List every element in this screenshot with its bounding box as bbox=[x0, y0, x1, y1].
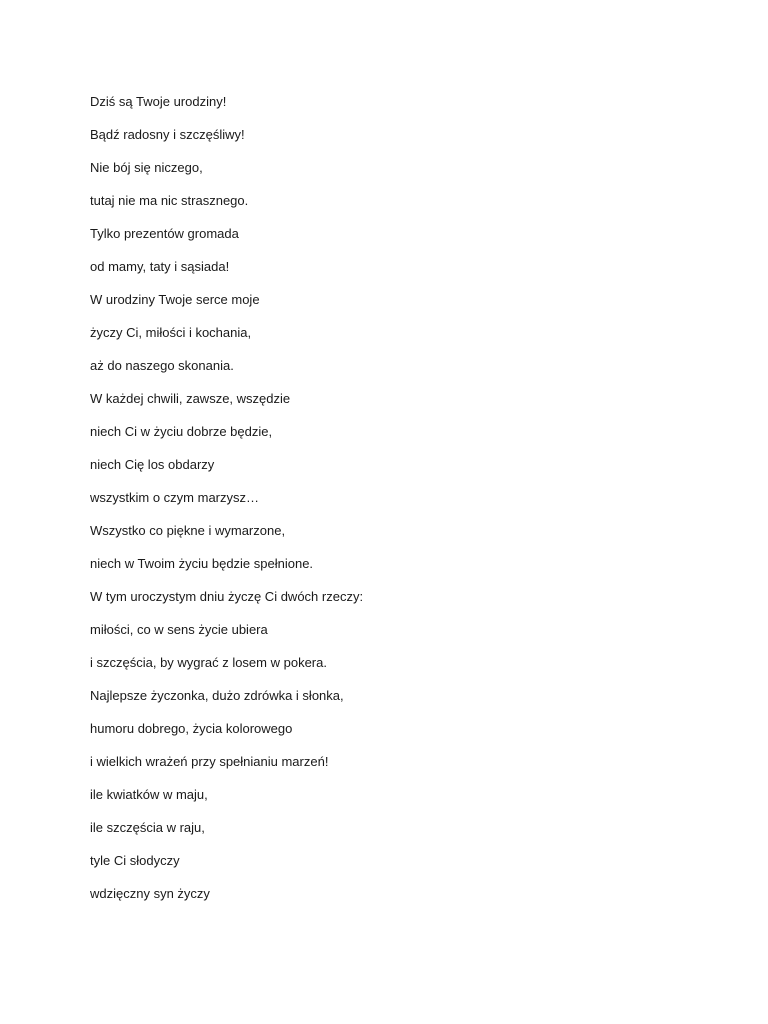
poem-line: Dziś są Twoje urodziny! bbox=[90, 94, 227, 109]
poem-line: ile kwiatków w maju, bbox=[90, 787, 208, 802]
poem-line: ile szczęścia w raju, bbox=[90, 820, 205, 835]
poem-line: niech Ci w życiu dobrze będzie, bbox=[90, 424, 273, 439]
poem-line: i wielkich wrażeń przy spełnianiu marzeń! bbox=[90, 754, 329, 769]
poem-line: humoru dobrego, życia kolorowego bbox=[90, 721, 293, 736]
poem-line: od mamy, taty i sąsiada! bbox=[90, 259, 230, 274]
poem-line: niech w Twoim życiu będzie spełnione. bbox=[90, 556, 314, 571]
poem-line: W tym uroczystym dniu życzę Ci dwóch rzeczy: bbox=[90, 589, 364, 604]
poem-line: życzy Ci, miłości i kochania, bbox=[90, 325, 252, 340]
poem-line: wdzięczny syn życzy bbox=[90, 886, 210, 901]
poem-line: Wszystko co piękne i wymarzone, bbox=[90, 523, 286, 538]
poem-line: wszystkim o czym marzysz… bbox=[90, 490, 259, 505]
poem-line: tutaj nie ma nic strasznego. bbox=[90, 193, 249, 208]
poem-line: tyle Ci słodyczy bbox=[90, 853, 180, 868]
poem-line: W urodziny Twoje serce moje bbox=[90, 292, 260, 307]
poem-line: miłości, co w sens życie ubiera bbox=[90, 622, 268, 637]
poem-line: Tylko prezentów gromada bbox=[90, 226, 239, 241]
poem-line: Najlepsze życzonka, dużo zdrówka i słonka, bbox=[90, 688, 344, 703]
poem-text bbox=[90, 92, 363, 917]
poem-line: Nie bój się niczego, bbox=[90, 160, 203, 175]
poem-line: niech Cię los obdarzy bbox=[90, 457, 215, 472]
poem-line: aż do naszego skonania. bbox=[90, 358, 234, 373]
poem-line: i szczęścia, by wygrać z losem w pokera. bbox=[90, 655, 327, 670]
poem-line: Bądź radosny i szczęśliwy! bbox=[90, 127, 245, 142]
poem-line: W każdej chwili, zawsze, wszędzie bbox=[90, 391, 291, 406]
